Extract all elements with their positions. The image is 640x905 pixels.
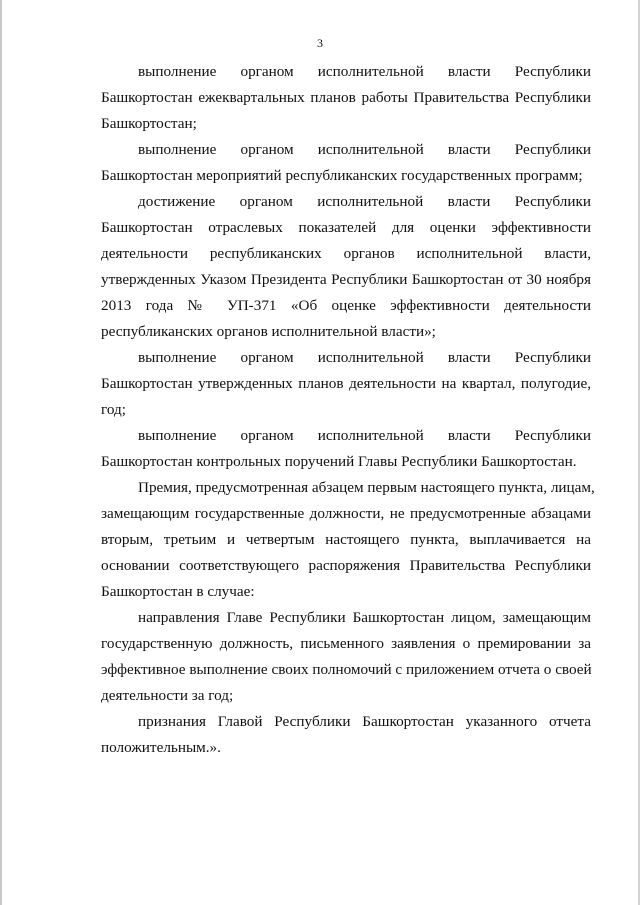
text-line: год; (101, 401, 126, 418)
text-line: вторым, третьим и четвертым настоящего пункта, выплачивается на (101, 531, 591, 548)
text-line: Башкортостан ежеквартальных планов работы Правительства Республики (101, 89, 591, 106)
text-line: деятельности республиканских органов исполнительной власти, (101, 245, 591, 262)
text-line: эффективное выполнение своих полномочий с приложением отчета о своей (101, 661, 592, 678)
paragraph (101, 189, 591, 345)
text-line: выполнение органом исполнительной власти Республики (138, 141, 591, 158)
text-line: Башкортостан утвержденных планов деятельности на квартал, полугодие, (101, 375, 591, 392)
text-line: замещающим государственные должности, не предусмотренные абзацами (101, 505, 591, 522)
paragraph (101, 709, 591, 761)
text-line: выполнение органом исполнительной власти Республики (138, 349, 591, 366)
text-line: выполнение органом исполнительной власти Республики (138, 63, 591, 80)
text-line: признания Главой Республики Башкортостан указанного отчета (138, 713, 591, 730)
page-number: 3 (317, 36, 323, 50)
paragraph (101, 59, 591, 137)
text-line: направления Главе Республики Башкортостан лицом, замещающим (138, 609, 591, 626)
text-line: Башкортостан контрольных поручений Главы Республики Башкортостан. (101, 453, 577, 470)
paragraph (101, 605, 591, 709)
text-line: достижение органом исполнительной власти Республики (138, 193, 591, 210)
document-body (101, 59, 595, 761)
paragraph (101, 345, 591, 423)
paragraph (101, 475, 595, 605)
text-line: республиканских органов исполнительной власти»; (101, 323, 436, 340)
text-line: деятельности за год; (101, 687, 234, 704)
text-line: Башкортостан мероприятий республиканских государственных программ; (101, 167, 583, 184)
paragraph (101, 137, 591, 189)
paragraph (101, 423, 591, 475)
text-line: Башкортостан отраслевых показателей для оценки эффективности (101, 219, 591, 236)
text-line: государственную должность, письменного заявления о премировании за (101, 635, 591, 652)
text-line: утвержденных Указом Президента Республики Башкортостан от 30 ноября (101, 271, 591, 288)
text-line: основании соответствующего распоряжения Правительства Республики (101, 557, 591, 574)
text-line: Премия, предусмотренная абзацем первым настоящего пункта, лицам, (138, 479, 595, 496)
text-line: выполнение органом исполнительной власти Республики (138, 427, 591, 444)
page-left-edge (0, 0, 2, 905)
text-line: положительным.». (101, 739, 221, 756)
text-line: Башкортостан; (101, 115, 197, 132)
text-line: Башкортостан в случае: (101, 583, 255, 600)
text-line: 2013 года № УП-371 «Об оценке эффективности деятельности (101, 297, 591, 314)
